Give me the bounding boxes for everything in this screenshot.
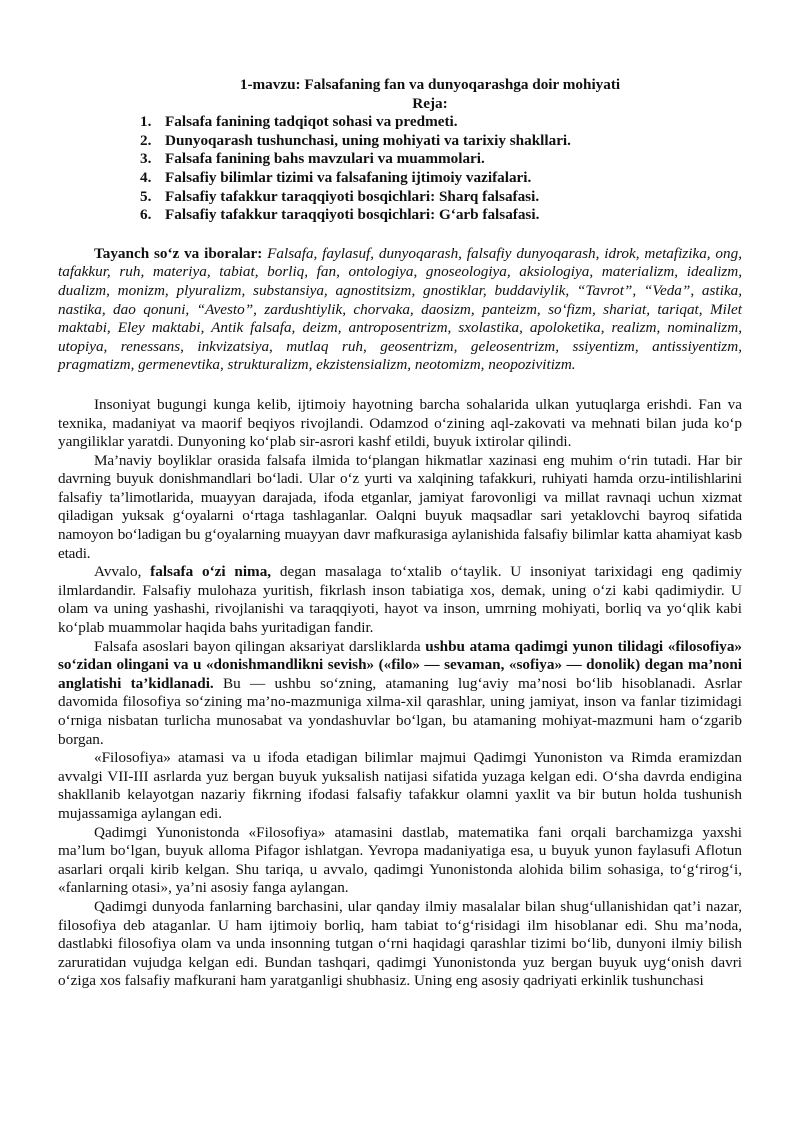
paragraph-4 [58, 638, 742, 750]
paragraph-4-lead: Falsafa asoslari bayon qilingan aksariyat darsliklarda [94, 637, 426, 655]
plan-item-number: 4. [140, 168, 152, 186]
paragraph-3-lead: Avvalo, [94, 563, 151, 581]
plan-item [140, 169, 742, 188]
plan-item-number: 6. [140, 206, 152, 224]
plan-list [58, 113, 742, 225]
plan-item-number: 5. [140, 187, 152, 205]
plan-item [140, 150, 742, 169]
keywords-text: Falsafa, faylasuf, dunyoqarash, falsafiy dunyoqarash, idrok, metafizika, ong, tafakkur, ruh, materiya, tabiat, borliq, fan, ontologiya, gnoseologiya, aksiologiya, materializm, idealizm, dualizm, monizm, plyuralizm, substansiya, agnostitsizm, gnostiklar, buddaviylik, “Tavrot”, “Veda”, astika, nastika, dao qonuni, “Avesto”, zardushtiylik, chorvaka, daosizm, panteizm, so‘fizm, shariat, tariqat, Milet maktabi, Eley maktabi, Antik falsafa, deizm, antroposentrizm, sxolastika, apoloketika, realizm, nominalizm, utopiya, renessans, inkvizatsiya, mutlaq ruh, geosentrizm, geleosentrizm, ssiyentizm, antissiyentizm, pragmatizm, germenevtika, strukturalizm, ekzistensializm, neotomizm, neopozivitizm. [58, 244, 742, 374]
plan-item-number: 2. [140, 131, 152, 149]
keywords-label: Tayanch so‘z va iboralar: [94, 244, 263, 262]
plan-item-text: Falsafiy bilimlar tizimi va falsafaning ijtimoiy vazifalari. [165, 168, 532, 186]
plan-item [140, 206, 742, 225]
paragraph-3-rest: degan masalaga to‘xtalib o‘taylik. U insoniyat tarixidagi eng qadimiy ilmlardandir. Falsafiy mulohaza yuritish, fikrlash inson tabiatiga xos, demak, uning o‘zi kabi qadimiydir. U olam va uning yashashi, rivojlanishi va taraqqiyoti, hayot va inson, umrning mohiyati, borliq va yo‘qlik kabi ko‘plab muammolar haqida bahs yuritadigan fandir. [58, 563, 742, 637]
keywords-paragraph [58, 245, 742, 375]
body-text [58, 396, 742, 991]
plan-item-text: Falsafiy tafakkur taraqqiyoti bosqichlari: Sharq falsafasi. [165, 187, 540, 205]
document-title: 1-mavzu: Falsafaning fan va dunyoqarashga doir mohiyati [239, 76, 621, 93]
plan-item [140, 188, 742, 207]
plan-item-text: Falsafiy tafakkur taraqqiyoti bosqichlari: G‘arb falsafasi. [165, 206, 540, 224]
paragraph-4-rest: Bu — ushbu so‘zning, atamaning lug‘aviy ma’nosi bo‘lib hisoblanadi. Asrlar davomida filosofiya so‘zining ma’no-mazmuniga xilma-xil qarashlar, uning jamiyat, inson va fanlar tizimidagi o‘rniga nisbatan turlicha munosabat va yondashuvlar bo‘lgan, bu atamaning mohiyat-mazmuni ham o‘zgarib borgan. [58, 674, 742, 748]
plan-item-text: Falsafa fanining tadqiqot sohasi va predmeti. [165, 113, 458, 131]
plan-item-number: 3. [140, 150, 152, 168]
paragraph-6: Qadimgi Yunonistonda «Filosofiya» atamasini dastlab, matematika fani orqali barchamizga yaxshi ma’lum bo‘lgan, buyuk alloma Pifagor ishlatgan. Yevropa madaniyatiga esa, u buyuk yunon faylasufi Aflotun asarlari orqali kirib kelgan. Shu tariqa, u avvalo, qadimgi Yunonistonda alohida bilim sohasiga, to‘g‘rirog‘i, «fanlarning otasi», ya’ni asosiy fanga aylangan. [58, 823, 742, 897]
plan-item [140, 132, 742, 151]
paragraph-3-emphasis: falsafa o‘zi nima, [150, 563, 272, 581]
plan-item-number: 1. [140, 113, 152, 131]
paragraph-1: Insoniyat bugungi kunga kelib, ijtimoiy hayotning barcha sohalarida ulkan yutuqlarga erishdi. Fan va texnika, madaniyat va maorif beqiyos rivojlandi. Odamzod o‘zining aql-zakovati va mehnati bilan juda ko‘p yangiliklar yaratdi. Dunyoning ko‘plab sir-asrori kashf etildi, buyuk ixtirolar qilindi. [58, 395, 742, 451]
plan-heading: Reja: [412, 94, 448, 112]
paragraph-4-emphasis: ushbu atama qadimgi yunon tilidagi «filosofiya» so‘zidan olingani va u «donishmandlikni sevish» («filo» — sevaman, «sofiya» — donolik) degan ma’noni anglatishi ta’kidlanadi. [58, 637, 743, 692]
paragraph-3 [58, 563, 742, 637]
paragraph-2: Ma’naviy boyliklar orasida falsafa ilmida to‘plangan hikmatlar xazinasi eng muhim o‘rin tutadi. Har bir davrning buyuk donishmandlari bo‘ladi. Ular o‘z yurti va xalqining tafakkuri, ruhiyati hamda orzu-intilishlarini falsafiy ta’limotlarida, muayyan darajada, ifoda etganlar, jamiyat farovonligi va millat ravnaqi uchun xizmat qiladigan yuksak g‘oyalarni o‘rtaga tashlaganlar. Oalqni buyuk maqsadlar sari yetaklovchi bayroq sifatida namoyon bo‘ladigan bu g‘oyalarning muayyan davr mafkurasiga aylanishida falsafiy bilimlar katta ahamiyat kasb etadi. [58, 451, 742, 562]
plan-item [140, 113, 742, 132]
paragraph-5: «Filosofiya» atamasi va u ifoda etadigan bilimlar majmui Qadimgi Yunoniston va Rimda eramizdan avvalgi VII-III asrlarda yuz bergan buyuk yuksalish natijasi sifatida yuzaga kelgan edi. O‘sha davrda endigina shakllanib kelayotgan nazariy fikrning ifodasi falsafiy tafakkur olamni yaxlit va bir butun holda tushunish mujassamiga aylangan edi. [58, 749, 742, 822]
paragraph-7: Qadimgi dunyoda fanlarning barchasini, ular qanday ilmiy masalalar bilan shug‘ullanishidan qat’i nazar, filosofiya deb ataganlar. U ham ijtimoiy borliq, ham tabiat to‘g‘risidagi ilm hisoblanar edi. Shu ma’noda, dastlabki filosofiya olam va unda insonning tutgan o‘rni haqidagi qarashlar tizimi bo‘lib, dunyoni ilmiy bilish zaruratidan vujudga kelgan edi. Bundan tashqari, qadimgi Yunonistonda yuz bergan buyuk uyg‘onish davri o‘ziga xos falsafiy mafkurani ham yaratganligi shubhasiz. Uning eng asosiy qadriyati erkinlik tushunchasi [58, 897, 742, 990]
plan-item-text: Dunyoqarash tushunchasi, uning mohiyati va tarixiy shakllari. [165, 131, 571, 149]
plan-item-text: Falsafa fanining bahs mavzulari va muammolari. [165, 150, 485, 168]
